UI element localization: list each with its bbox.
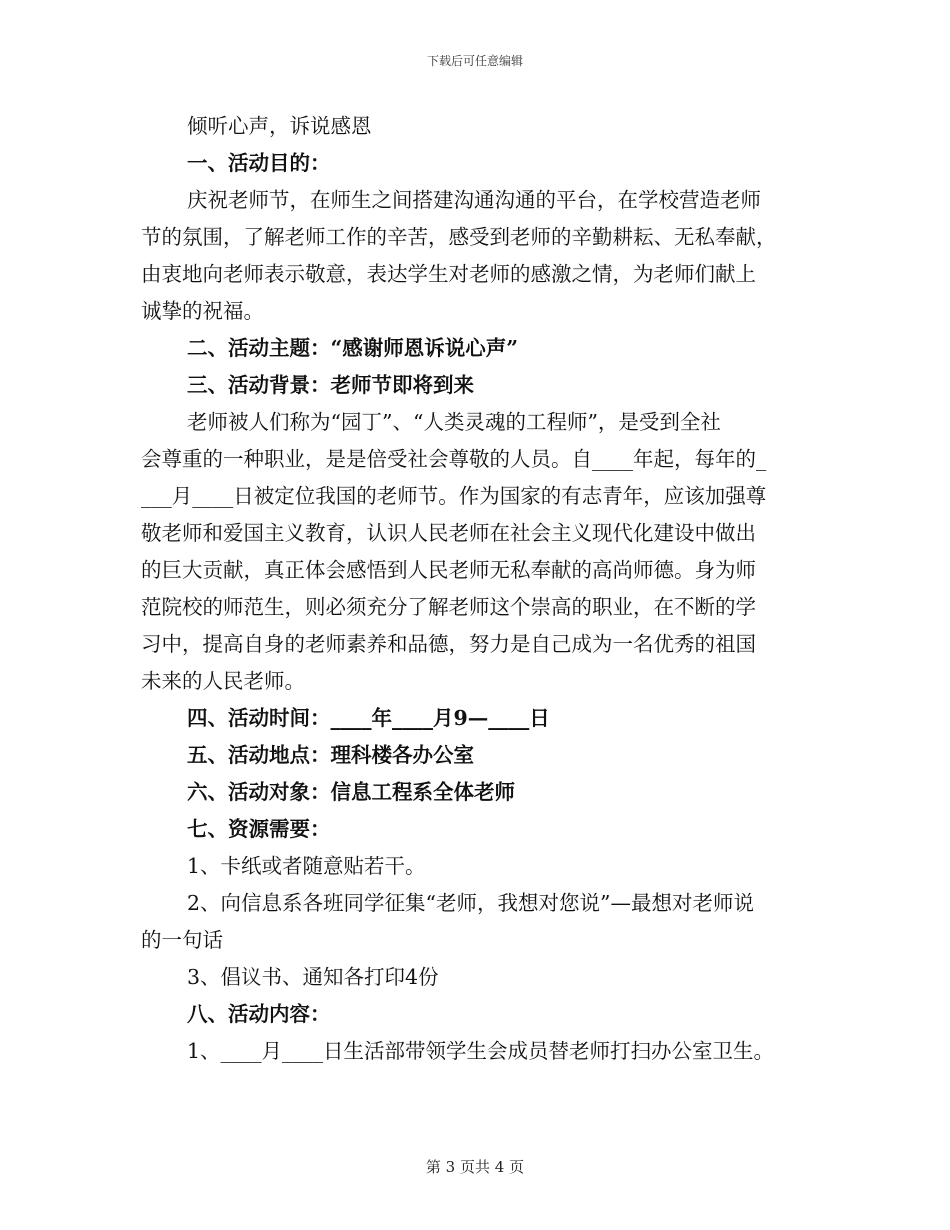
text-line: 诚挚的祝福。 <box>141 299 264 323</box>
text-line: 敬老师和爱国主义教育，认识人民老师在社会主义现代化建设中做出 <box>141 521 756 545</box>
page-footer: 第 3 页共 4 页 <box>425 1158 525 1176</box>
text-line: 3、倡议书、通知各打印4份 <box>187 965 439 989</box>
section-heading: 五、活动地点：理科楼各办公室 <box>187 743 474 767</box>
text-line: 老师被人们称为“园丁”、“人类灵魂的工程师”，是受到全社 <box>187 410 721 434</box>
section-heading: 一、活动目的： <box>187 151 331 175</box>
text-line: 由衷地向老师表示敬意，表达学生对老师的感激之情，为老师们献上 <box>141 262 756 286</box>
text-line: 庆祝老师节，在师生之间搭建沟通沟通的平台，在学校营造老师 <box>187 188 761 212</box>
text-line: 节的氛围，了解老师工作的辛苦，感受到老师的辛勤耕耘、无私奉献， <box>141 225 777 249</box>
page-header: 下载后可任意编辑 <box>426 54 523 68</box>
document-body <box>141 108 809 1070</box>
text-line: 1、卡纸或者随意贴若干。 <box>187 854 426 878</box>
section-heading: 七、资源需要： <box>187 817 331 841</box>
section-heading: 八、活动内容： <box>187 1002 331 1026</box>
section-heading: 二、活动主题：“感谢师恩诉说心声” <box>187 336 519 360</box>
section-heading: 三、活动背景：老师节即将到来 <box>187 373 474 397</box>
section-heading: 四、活动时间：____年____月9—____日 <box>187 706 550 730</box>
section-heading: 六、活动对象：信息工程系全体老师 <box>187 780 515 804</box>
text-line: 习中，提高自身的老师素养和品德，努力是自己成为一名优秀的祖国 <box>141 632 756 656</box>
text-line: 范院校的师范生，则必须充分了解老师这个崇高的职业，在不断的学 <box>141 595 756 619</box>
text-line: ___月____日被定位我国的老师节。作为国家的有志青年，应该加强尊 <box>141 484 767 508</box>
text-line: 未来的人民老师。 <box>141 669 305 693</box>
text-line: 的巨大贡献，真正体会感悟到人民老师无私奉献的高尚师德。身为师 <box>141 558 756 582</box>
text-line: 倾听心声，诉说感恩 <box>187 114 372 138</box>
text-line: 1、____月____日生活部带领学生会成员替老师打扫办公室卫生。 <box>187 1039 775 1063</box>
text-line: 2、向信息系各班同学征集“老师，我想对您说”—最想对老师说 <box>187 891 755 915</box>
text-line: 会尊重的一种职业，是是倍受社会尊敬的人员。自____年起，每年的_ <box>141 447 767 471</box>
text-line: 的一句话 <box>141 928 223 952</box>
